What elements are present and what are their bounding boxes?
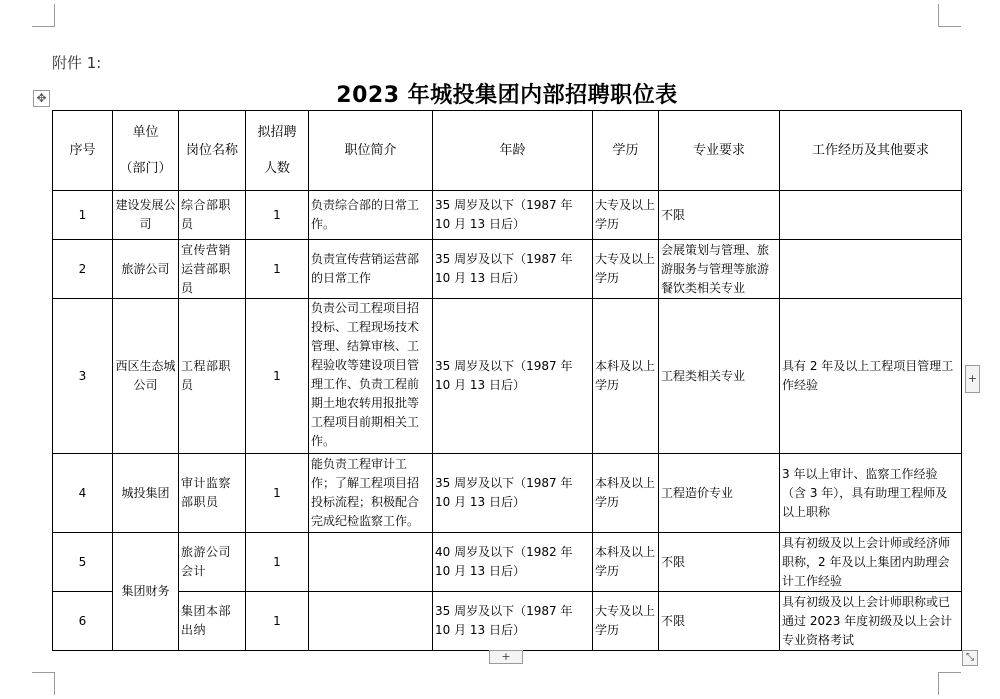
cell-seq: 6 xyxy=(53,592,113,651)
cell-age: 35 周岁及以下（1987 年 10 月 13 日后） xyxy=(433,454,593,533)
cell-experience: 具有 2 年及以上工程项目管理工作经验 xyxy=(780,299,962,454)
cell-age: 35 周岁及以下（1987 年 10 月 13 日后） xyxy=(433,191,593,240)
table-row xyxy=(53,191,962,240)
crop-mark-bottom-left xyxy=(32,672,55,695)
cell-major: 不限 xyxy=(659,533,780,592)
table-row xyxy=(53,533,962,592)
table-move-handle-icon[interactable]: ✥ xyxy=(33,90,50,107)
cell-position: 集团本部出纳 xyxy=(179,592,246,651)
add-column-button[interactable]: + xyxy=(965,365,980,393)
cell-unit: 西区生态城公司 xyxy=(113,299,179,454)
cell-count: 1 xyxy=(246,454,309,533)
cell-age: 35 周岁及以下（1987 年 10 月 13 日后） xyxy=(433,592,593,651)
cell-description: 负责综合部的日常工作。 xyxy=(309,191,433,240)
cell-seq: 5 xyxy=(53,533,113,592)
cell-seq: 1 xyxy=(53,191,113,240)
table-row xyxy=(53,592,962,651)
cell-description xyxy=(309,533,433,592)
cell-unit: 建设发展公司 xyxy=(113,191,179,240)
header-count-line2: 人数 xyxy=(263,160,290,176)
cell-position: 宣传营销运营部职员 xyxy=(179,240,246,299)
page-title: 2023 年城投集团内部招聘职位表 xyxy=(336,83,678,108)
table-row xyxy=(53,240,962,299)
cell-count: 1 xyxy=(246,191,309,240)
table-row xyxy=(53,299,962,454)
cell-position: 工程部职员 xyxy=(179,299,246,454)
cell-description: 负责公司工程项目招投标、工程现场技术管理、结算审核、工程验收等建设项目管理工作、负责工程前期土地农转用报批等工程项目前期相关工作。 xyxy=(309,299,433,454)
cell-major: 不限 xyxy=(659,191,780,240)
header-major: 专业要求 xyxy=(659,111,780,191)
cell-count: 1 xyxy=(246,299,309,454)
cell-seq: 3 xyxy=(53,299,113,454)
header-education: 学历 xyxy=(593,111,659,191)
cell-education: 大专及以上学历 xyxy=(593,240,659,299)
cell-position: 综合部职员 xyxy=(179,191,246,240)
cell-experience: 3 年以上审计、监察工作经验（含 3 年），具有助理工程师及以上职称 xyxy=(780,454,962,533)
cell-count: 1 xyxy=(246,240,309,299)
table-resize-handle-icon[interactable]: ⤡ xyxy=(962,650,978,666)
header-unit-line2: （部门） xyxy=(119,160,172,176)
attachment-label: 附件 1: xyxy=(52,54,102,72)
cell-major: 不限 xyxy=(659,592,780,651)
header-position: 岗位名称 xyxy=(179,111,246,191)
cell-unit: 城投集团 xyxy=(113,454,179,533)
header-count xyxy=(246,111,309,191)
cell-age: 35 周岁及以下（1987 年 10 月 13 日后） xyxy=(433,299,593,454)
cell-position: 旅游公司会计 xyxy=(179,533,246,592)
cell-education: 本科及以上学历 xyxy=(593,533,659,592)
cell-education: 本科及以上学历 xyxy=(593,299,659,454)
cell-education: 本科及以上学历 xyxy=(593,454,659,533)
cell-unit: 旅游公司 xyxy=(113,240,179,299)
cell-description xyxy=(309,592,433,651)
header-unit xyxy=(113,111,179,191)
cell-major: 工程类相关专业 xyxy=(659,299,780,454)
recruitment-table xyxy=(52,110,962,651)
header-experience: 工作经历及其他要求 xyxy=(780,111,962,191)
header-age: 年龄 xyxy=(433,111,593,191)
cell-count: 1 xyxy=(246,533,309,592)
cell-description: 负责宣传营销运营部的日常工作 xyxy=(309,240,433,299)
cell-age: 40 周岁及以下（1982 年 10 月 13 日后） xyxy=(433,533,593,592)
cell-major: 工程造价专业 xyxy=(659,454,780,533)
cell-seq: 2 xyxy=(53,240,113,299)
header-seq: 序号 xyxy=(53,111,113,191)
cell-experience xyxy=(780,191,962,240)
crop-mark-bottom-right xyxy=(938,672,961,695)
cell-experience xyxy=(780,240,962,299)
table-row xyxy=(53,454,962,533)
cell-description: 能负责工程审计工作；了解工程项目招投标流程；积极配合完成纪检监察工作。 xyxy=(309,454,433,533)
cell-age: 35 周岁及以下（1987 年 10 月 13 日后） xyxy=(433,240,593,299)
cell-education: 大专及以上学历 xyxy=(593,592,659,651)
cell-experience: 具有初级及以上会计师职称或已通过 2023 年度初级及以上会计专业资格考试 xyxy=(780,592,962,651)
cell-education: 大专及以上学历 xyxy=(593,191,659,240)
table-header-row xyxy=(53,111,962,191)
header-count-line1: 拟招聘 xyxy=(257,124,297,140)
cell-experience: 具有初级及以上会计师或经济师职称，2 年及以上集团内助理会计工作经验 xyxy=(780,533,962,592)
add-row-button[interactable]: + xyxy=(489,650,523,664)
cell-seq: 4 xyxy=(53,454,113,533)
header-unit-line1: 单位 xyxy=(132,124,159,140)
crop-mark-top-right xyxy=(938,4,961,27)
cell-position: 审计监察部职员 xyxy=(179,454,246,533)
cell-unit: 集团财务 xyxy=(113,533,179,651)
cell-major: 会展策划与管理、旅游服务与管理等旅游餐饮类相关专业 xyxy=(659,240,780,299)
header-description: 职位简介 xyxy=(309,111,433,191)
cell-count: 1 xyxy=(246,592,309,651)
crop-mark-top-left xyxy=(32,4,55,27)
